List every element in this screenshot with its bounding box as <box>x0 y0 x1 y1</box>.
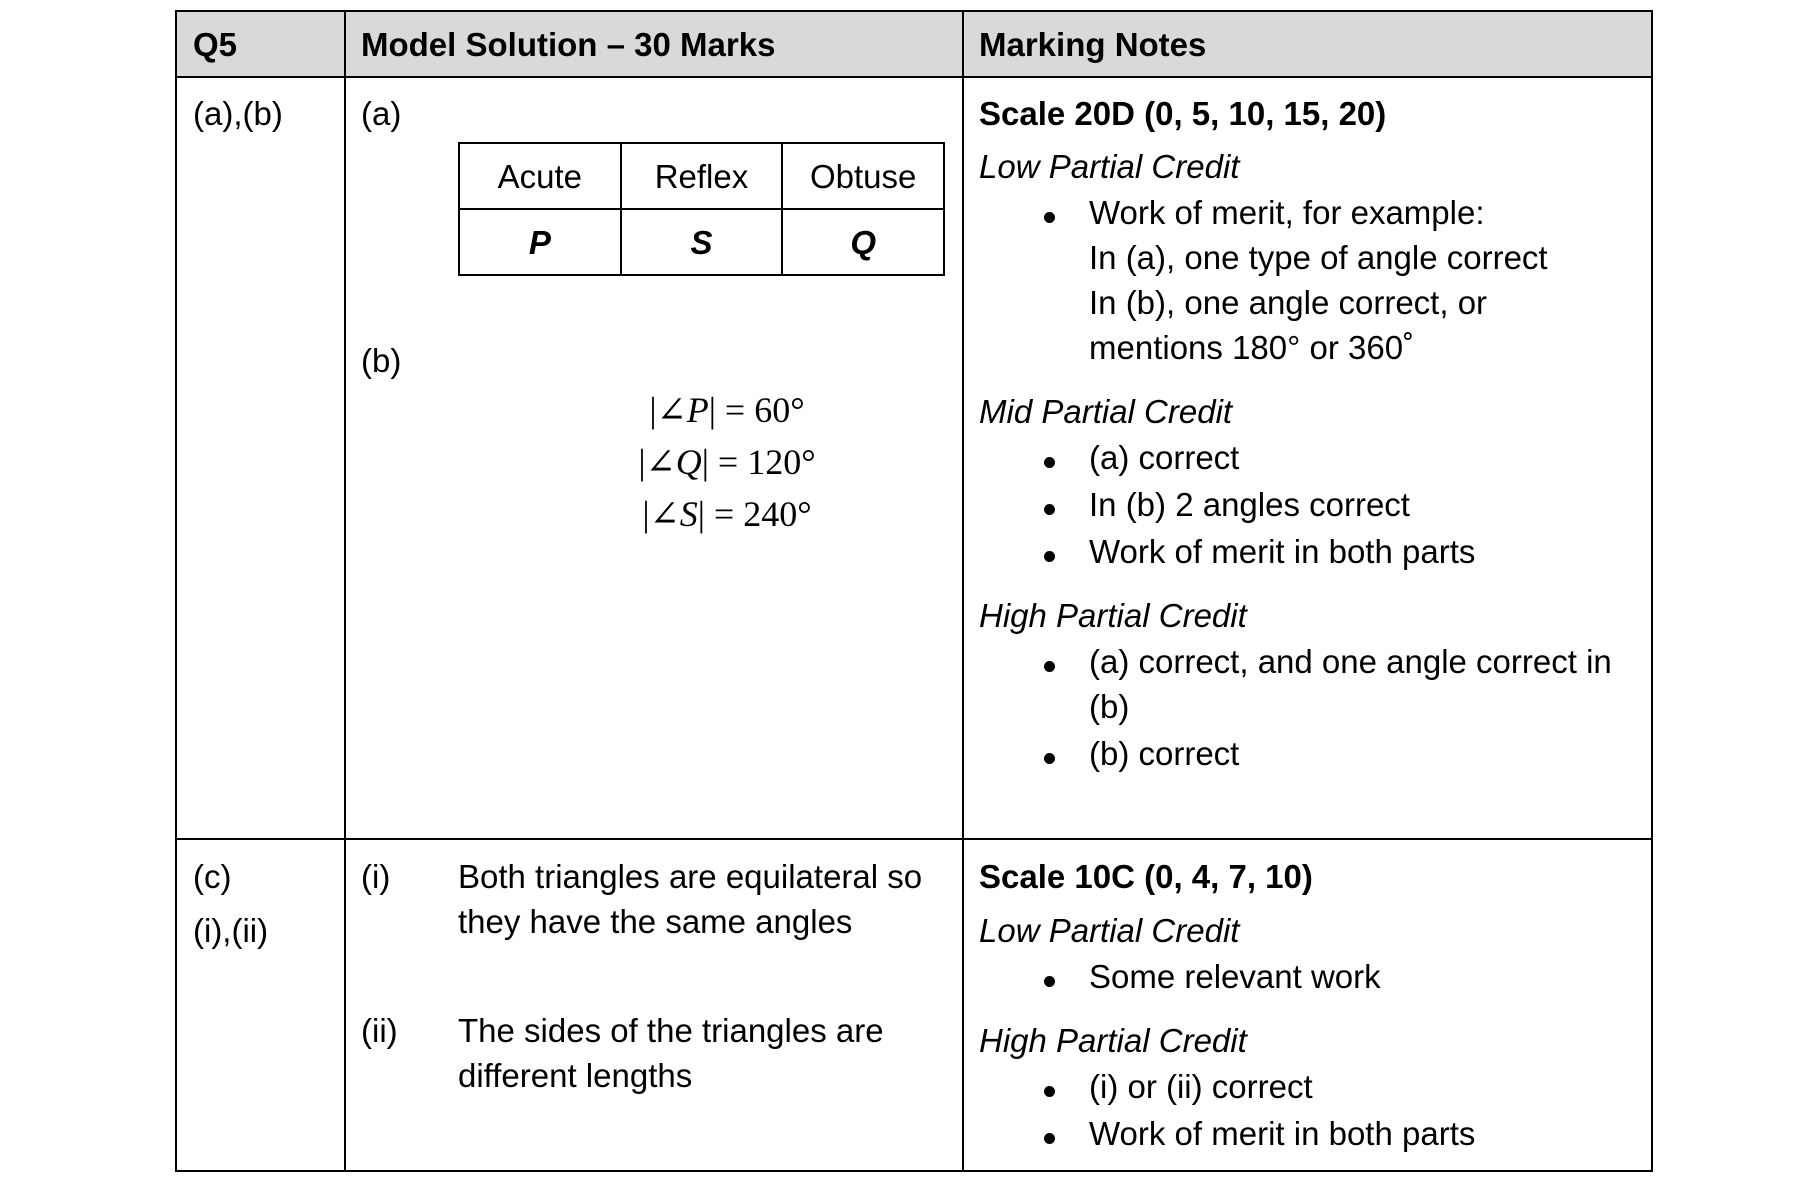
marking-scheme-table <box>175 10 1653 1172</box>
bullet-icon <box>1044 1086 1055 1097</box>
row1-low-item-3: In (b), one angle correct, or <box>1089 284 1488 321</box>
angle-p-value: 60° <box>754 390 805 430</box>
table-value-reflex: S <box>621 209 783 275</box>
row1-low-item-4: mentions 180° or 360˚ <box>1089 329 1415 366</box>
angle-q-equation: |∠Q| = 120° <box>638 442 816 482</box>
bullet-icon <box>1044 212 1055 223</box>
bullet-icon <box>1044 504 1055 515</box>
bullet-icon <box>1044 1133 1055 1144</box>
column-divider <box>344 12 346 1170</box>
row1-low-item-1: Work of merit, for example: <box>1089 194 1485 231</box>
part-a-label: (a) <box>361 95 402 132</box>
angle-type-table <box>458 142 945 276</box>
row2-low-title: Low Partial Credit <box>979 912 1240 949</box>
table-header-obtuse: Obtuse <box>782 143 944 209</box>
row1-mid-item-2: In (b) 2 angles correct <box>1089 486 1410 523</box>
row1-high-title: High Partial Credit <box>979 597 1247 634</box>
angle-p-name: P <box>686 390 709 430</box>
row1-mid-item-1: (a) correct <box>1089 439 1240 476</box>
row2-scale: Scale 10C (0, 4, 7, 10) <box>979 858 1313 895</box>
bullet-icon <box>1044 551 1055 562</box>
row1-high-item-2: (b) correct <box>1089 735 1240 772</box>
angle-q-name: Q <box>675 442 702 482</box>
row1-mid-item-3: Work of merit in both parts <box>1089 533 1476 570</box>
angle-p-equation: |∠P| = 60° <box>649 390 805 430</box>
header-marking-notes: Marking Notes <box>979 26 1207 63</box>
row-divider <box>177 838 1651 840</box>
row2-low-item-1: Some relevant work <box>1089 958 1381 995</box>
part-ii-label: (ii) <box>361 1012 398 1049</box>
answer-i-line-2: they have the same angles <box>458 903 853 940</box>
bullet-icon <box>1044 753 1055 764</box>
row1-question-label: (a),(b) <box>193 95 283 132</box>
row2-high-item-1: (i) or (ii) correct <box>1089 1068 1313 1105</box>
part-i-label: (i) <box>361 858 391 895</box>
column-divider <box>962 12 964 1170</box>
row1-high-item-1-cont: (b) <box>1089 688 1130 725</box>
row1-high-item-1: (a) correct, and one angle correct in <box>1089 643 1612 680</box>
angle-s-name: S <box>679 494 698 534</box>
answer-i-line-1: Both triangles are equilateral so <box>458 858 923 895</box>
angle-q-value: 120° <box>747 442 816 482</box>
bullet-icon <box>1044 976 1055 987</box>
table-value-acute: P <box>459 209 621 275</box>
angle-s-value: 240° <box>743 494 812 534</box>
row2-question-label-2: (i),(ii) <box>193 912 269 949</box>
bullet-icon <box>1044 457 1055 468</box>
part-b-label: (b) <box>361 342 402 379</box>
answer-ii-line-2: different lengths <box>458 1057 693 1094</box>
table-header-reflex: Reflex <box>621 143 783 209</box>
answer-ii-line-1: The sides of the triangles are <box>458 1012 884 1049</box>
table-header-acute: Acute <box>459 143 621 209</box>
row1-scale: Scale 20D (0, 5, 10, 15, 20) <box>979 95 1387 132</box>
bullet-icon <box>1044 661 1055 672</box>
row1-low-title: Low Partial Credit <box>979 148 1240 185</box>
row-divider <box>177 76 1651 78</box>
angle-s-equation: |∠S| = 240° <box>642 494 812 534</box>
row1-mid-title: Mid Partial Credit <box>979 393 1233 430</box>
row2-high-item-2: Work of merit in both parts <box>1089 1115 1476 1152</box>
row2-question-label-1: (c) <box>193 858 232 895</box>
table-value-obtuse: Q <box>782 209 944 275</box>
header-question: Q5 <box>193 26 238 63</box>
header-model-solution: Model Solution – 30 Marks <box>361 26 776 63</box>
row2-high-title: High Partial Credit <box>979 1022 1247 1059</box>
row1-low-item-2: In (a), one type of angle correct <box>1089 239 1548 276</box>
